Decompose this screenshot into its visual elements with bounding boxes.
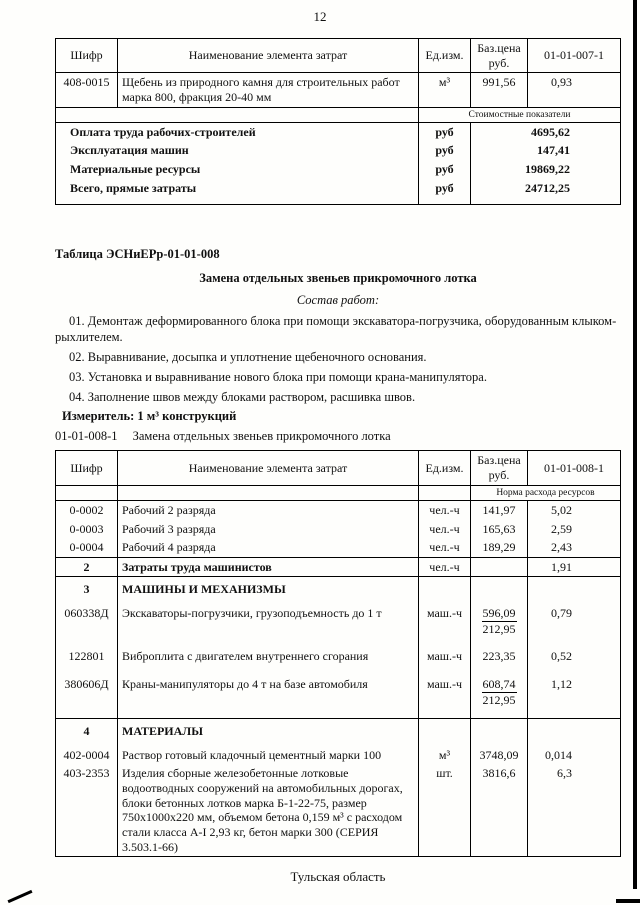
cell-value: 1,91 [528, 557, 621, 577]
resource-row [56, 604, 621, 647]
empty-cell [419, 719, 471, 746]
cell-price-stacked [471, 675, 528, 719]
cell-unit: м³ [419, 73, 471, 107]
cell-name: Краны-манипуляторы до 4 т на базе автомобиля [118, 675, 419, 719]
cell-code: 3 [56, 577, 118, 604]
work-item: 03. Установка и выравнивание нового блока при помощи крана-манипулятора. [69, 370, 487, 385]
cell-unit: чел.-ч [419, 557, 471, 577]
col-header-unit: Ед.изм. [419, 39, 471, 73]
cell-code: 0-0002 [56, 500, 118, 519]
table-label: Таблица ЭСНиЕРр-01-01-008 [55, 247, 220, 262]
cell-price: 189,29 [471, 538, 528, 557]
resource-row [56, 500, 621, 519]
cell-price: 141,97 [471, 500, 528, 519]
cost-value: 147,41 [471, 141, 621, 160]
price-top: 608,74 [482, 676, 516, 691]
cell-value: 0,014 [528, 746, 621, 765]
page-content [55, 38, 621, 885]
cell-name: Рабочий 2 разряда [118, 500, 419, 519]
cost-unit: руб [419, 179, 471, 205]
cell-unit: чел.-ч [419, 520, 471, 539]
cost-row-machines [56, 141, 621, 160]
resource-row [56, 520, 621, 539]
cell-name: Изделия сборные железобетонные лотковые водоотводных сооружений на автомобильных дорогах, блоки бетонных лотков марка Б-1-22-75, размер 750x1000x220 мм, объемом бетона 0,159 м³ с расходом стали класса А-I 2,93 кг, бетон марки 300 (СЕРИЯ 3.503.1-66) [118, 764, 419, 856]
resource-row [56, 647, 621, 675]
cell-value: 0,52 [528, 647, 621, 675]
cell-code: 0-0003 [56, 520, 118, 539]
cell-value: 2,59 [528, 520, 621, 539]
empty-cell [56, 485, 118, 500]
price-bottom: 212,95 [482, 692, 516, 707]
cell-unit: маш.-ч [419, 647, 471, 675]
empty-cell [471, 577, 528, 604]
cell-unit: маш.-ч [419, 604, 471, 647]
cost-unit: руб [419, 122, 471, 141]
cost-row-materials [56, 160, 621, 179]
cell-name: Рабочий 4 разряда [118, 538, 419, 557]
norm-title: Замена отдельных звеньев прикромочного лотка [132, 429, 391, 444]
cell-name: Раствор готовый кладочный цементный марки 100 [118, 746, 419, 765]
work-item: 02. Выравнивание, досыпка и уплотнение щебеночного основания. [69, 350, 427, 365]
cell-unit: чел.-ч [419, 538, 471, 557]
section-title: Замена отдельных звеньев прикромочного лотка [199, 271, 477, 286]
col-header-unit: Ед.изм. [419, 451, 471, 485]
cell-name: Рабочий 3 разряда [118, 520, 419, 539]
norm-code: 01-01-008-1 [55, 429, 118, 444]
cell-code: 4 [56, 719, 118, 746]
col-header-base-price: Баз.цена руб. [471, 451, 528, 485]
cost-value: 19869,22 [471, 160, 621, 179]
cell-value: 5,02 [528, 500, 621, 519]
cost-row-labor [56, 122, 621, 141]
col-header-name: Наименование элемента затрат [118, 451, 419, 485]
works-composition-label: Состав работ: [296, 293, 380, 308]
col-header-code: Шифр [56, 451, 118, 485]
empty-cell [528, 719, 621, 746]
work-item: 04. Заполнение швов между блоками раствором, расшивка швов. [69, 390, 416, 405]
resource-row [56, 675, 621, 719]
resource-table-008 [55, 450, 621, 857]
empty-cell [419, 577, 471, 604]
cell-name: Экскаваторы-погрузчики, грузоподъемность до 1 т [118, 604, 419, 647]
cell-value: 1,12 [528, 675, 621, 719]
col-header-base-price: Баз.цена руб. [471, 39, 528, 73]
cost-name: Всего, прямые затраты [56, 179, 419, 205]
cell-name: Щебень из природного камня для строительных работ марка 800, фракция 20-40 мм [118, 73, 419, 107]
cell-price [471, 557, 528, 577]
cell-code: 0-0004 [56, 538, 118, 557]
empty-cell [56, 107, 419, 122]
works-list [55, 313, 621, 405]
resource-row [56, 538, 621, 557]
machinist-labor-row [56, 557, 621, 577]
meter-value: 1 м³ конструкций [137, 409, 237, 424]
cell-code: 403-2353 [56, 764, 118, 856]
meter-label: Измеритель: [62, 409, 135, 424]
resource-row [56, 73, 621, 107]
resource-row [56, 746, 621, 765]
cost-name: Эксплуатация машин [56, 141, 419, 160]
cost-name: Оплата труда рабочих-строителей [56, 122, 419, 141]
work-item: 01. Демонтаж деформированного блока при помощи экскаватора-погрузчика, оборудованным клыком-рыхлителем. [55, 314, 617, 345]
resource-norm-label: Норма расхода ресурсов [471, 485, 621, 500]
cost-row-total [56, 179, 621, 205]
cell-unit: чел.-ч [419, 500, 471, 519]
cell-name: Виброплита с двигателем внутреннего сгорания [118, 647, 419, 675]
section-label-row [56, 107, 621, 122]
scan-artifact-bottom-left [8, 890, 33, 903]
cell-price-stacked [471, 604, 528, 647]
price-bottom: 212,95 [482, 621, 516, 636]
section-name: МАТЕРИАЛЫ [118, 719, 419, 746]
table1-header-row [56, 39, 621, 73]
cell-code: 402-0004 [56, 746, 118, 765]
page-number: 12 [313, 9, 327, 24]
cell-value: 2,43 [528, 538, 621, 557]
cost-indicators-label: Стоимостные показатели [419, 107, 621, 122]
col-header-code: Шифр [56, 39, 118, 73]
cost-table-007 [55, 38, 621, 205]
cell-unit: маш.-ч [419, 675, 471, 719]
cell-price: 3748,09 [471, 746, 528, 765]
scan-artifact-bottom-right [616, 899, 640, 903]
empty-cell [528, 577, 621, 604]
empty-cell [471, 719, 528, 746]
region-footer: Тульская область [290, 869, 386, 885]
cell-code: 060338Д [56, 604, 118, 647]
price-top: 596,09 [482, 606, 516, 621]
cell-unit: шт. [419, 764, 471, 856]
cell-code: 380606Д [56, 675, 118, 719]
cost-unit: руб [419, 141, 471, 160]
cell-value: 0,79 [528, 604, 621, 647]
cell-unit: м³ [419, 746, 471, 765]
cell-name: Затраты труда машинистов [118, 557, 419, 577]
cost-value: 24712,25 [471, 179, 621, 205]
subheader-row [56, 485, 621, 500]
cell-value: 0,93 [528, 73, 621, 107]
cell-code: 122801 [56, 647, 118, 675]
norm-line [55, 429, 621, 444]
section-name: МАШИНЫ И МЕХАНИЗМЫ [118, 577, 419, 604]
cell-value: 6,3 [528, 764, 621, 856]
col-header-norm-code: 01-01-007-1 [528, 39, 621, 73]
section-row-machines [56, 577, 621, 604]
cell-price: 223,35 [471, 647, 528, 675]
table2-header-row [56, 451, 621, 485]
cost-unit: руб [419, 160, 471, 179]
col-header-name: Наименование элемента затрат [118, 39, 419, 73]
cost-name: Материальные ресурсы [56, 160, 419, 179]
cell-code: 2 [56, 557, 118, 577]
col-header-norm-code: 01-01-008-1 [528, 451, 621, 485]
cost-value: 4695,62 [471, 122, 621, 141]
cell-price: 165,63 [471, 520, 528, 539]
empty-cell [118, 485, 419, 500]
resource-row [56, 764, 621, 856]
meter-line [55, 409, 621, 424]
cell-price: 991,56 [471, 73, 528, 107]
cell-code: 408-0015 [56, 73, 118, 107]
section-row-materials [56, 719, 621, 746]
scan-artifact-right-edge [633, 0, 637, 889]
cell-price: 3816,6 [471, 764, 528, 856]
empty-cell [419, 485, 471, 500]
